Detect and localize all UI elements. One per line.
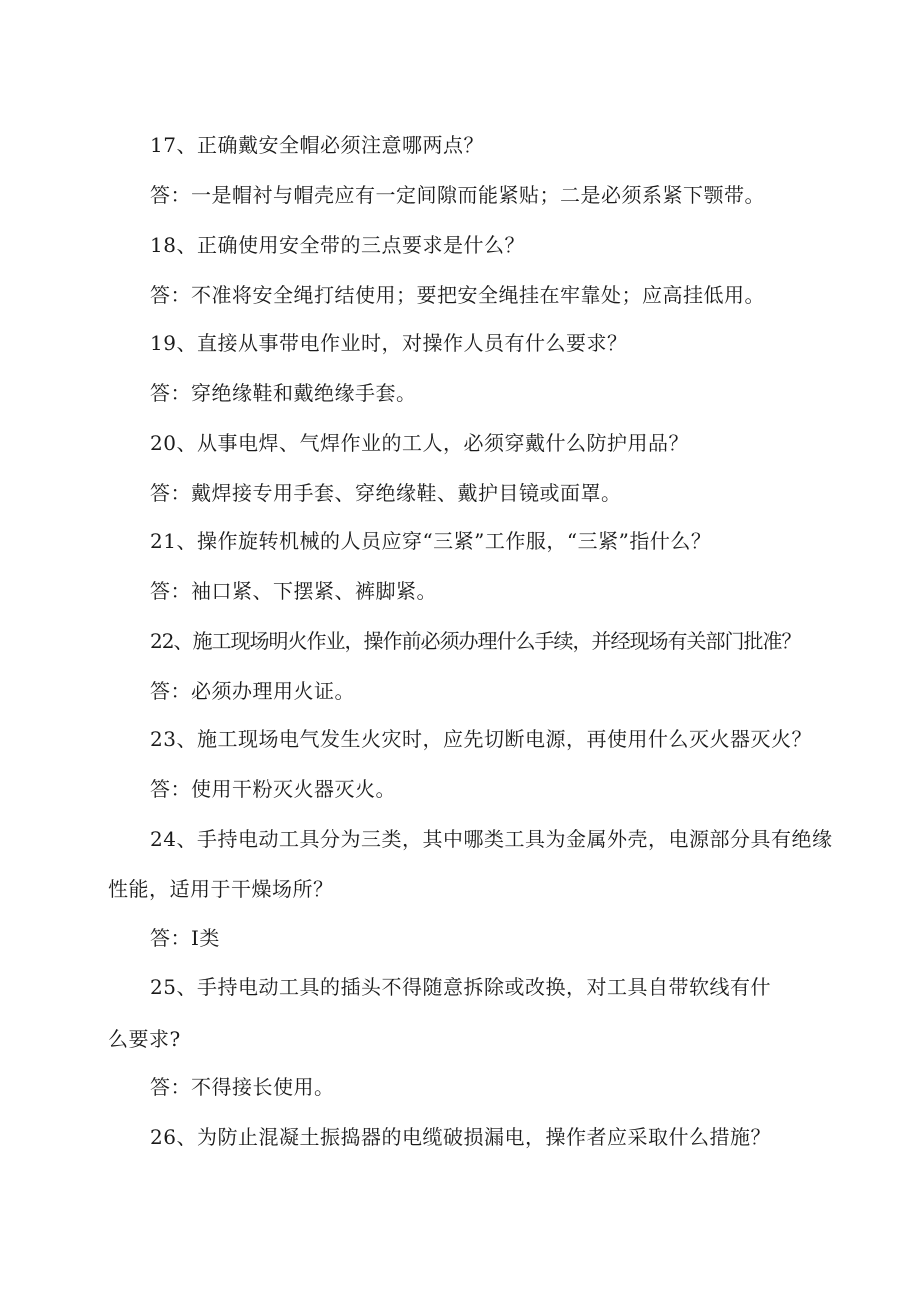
- question-25-continued: 么要求?: [108, 1027, 181, 1051]
- answer-23: 答：使用干粉灭火器灭火。: [150, 777, 396, 801]
- question-24-continued: 性能，适用于干燥场所？: [108, 877, 334, 901]
- question-23: 23、施工现场电气发生火灾时，应先切断电源，再使用什么灭火器灭火？: [150, 727, 812, 751]
- answer-21: 答：袖口紧、下摆紧、裤脚紧。: [150, 579, 437, 603]
- question-17: 17、正确戴安全帽必须注意哪两点？: [150, 133, 484, 157]
- question-18: 18、正确使用安全带的三点要求是什么？: [150, 233, 525, 257]
- question-26: 26、为防止混凝土振捣器的电缆破损漏电，操作者应采取什么措施？: [150, 1125, 771, 1149]
- answer-24: 答：I类: [150, 926, 220, 950]
- answer-20: 答：戴焊接专用手套、穿绝缘鞋、戴护目镜或面罩。: [150, 481, 622, 505]
- question-25: 25、手持电动工具的插头不得随意拆除或改换，对工具自带软线有什: [150, 975, 771, 999]
- answer-17: 答：一是帽衬与帽壳应有一定间隙而能紧贴；二是必须系紧下颚带。: [150, 183, 765, 207]
- question-21: 21、操作旋转机械的人员应穿“三紧”工作服，“三紧”指什么？: [150, 529, 712, 553]
- question-22: 22、施工现场明火作业，操作前必须办理什么手续，并经现场有关部门批准？: [150, 629, 801, 653]
- question-19: 19、直接从事带电作业时，对操作人员有什么要求？: [150, 331, 628, 355]
- question-24: 24、手持电动工具分为三类，其中哪类工具为金属外壳，电源部分具有绝缘: [150, 827, 833, 851]
- answer-25: 答：不得接长使用。: [150, 1075, 335, 1099]
- answer-19: 答：穿绝缘鞋和戴绝缘手套。: [150, 381, 417, 405]
- answer-22: 答：必须办理用火证。: [150, 679, 355, 703]
- answer-18: 答：不准将安全绳打结使用；要把安全绳挂在牢靠处；应高挂低用。: [150, 283, 765, 307]
- question-20: 20、从事电焊、气焊作业的工人，必须穿戴什么防护用品？: [150, 431, 689, 455]
